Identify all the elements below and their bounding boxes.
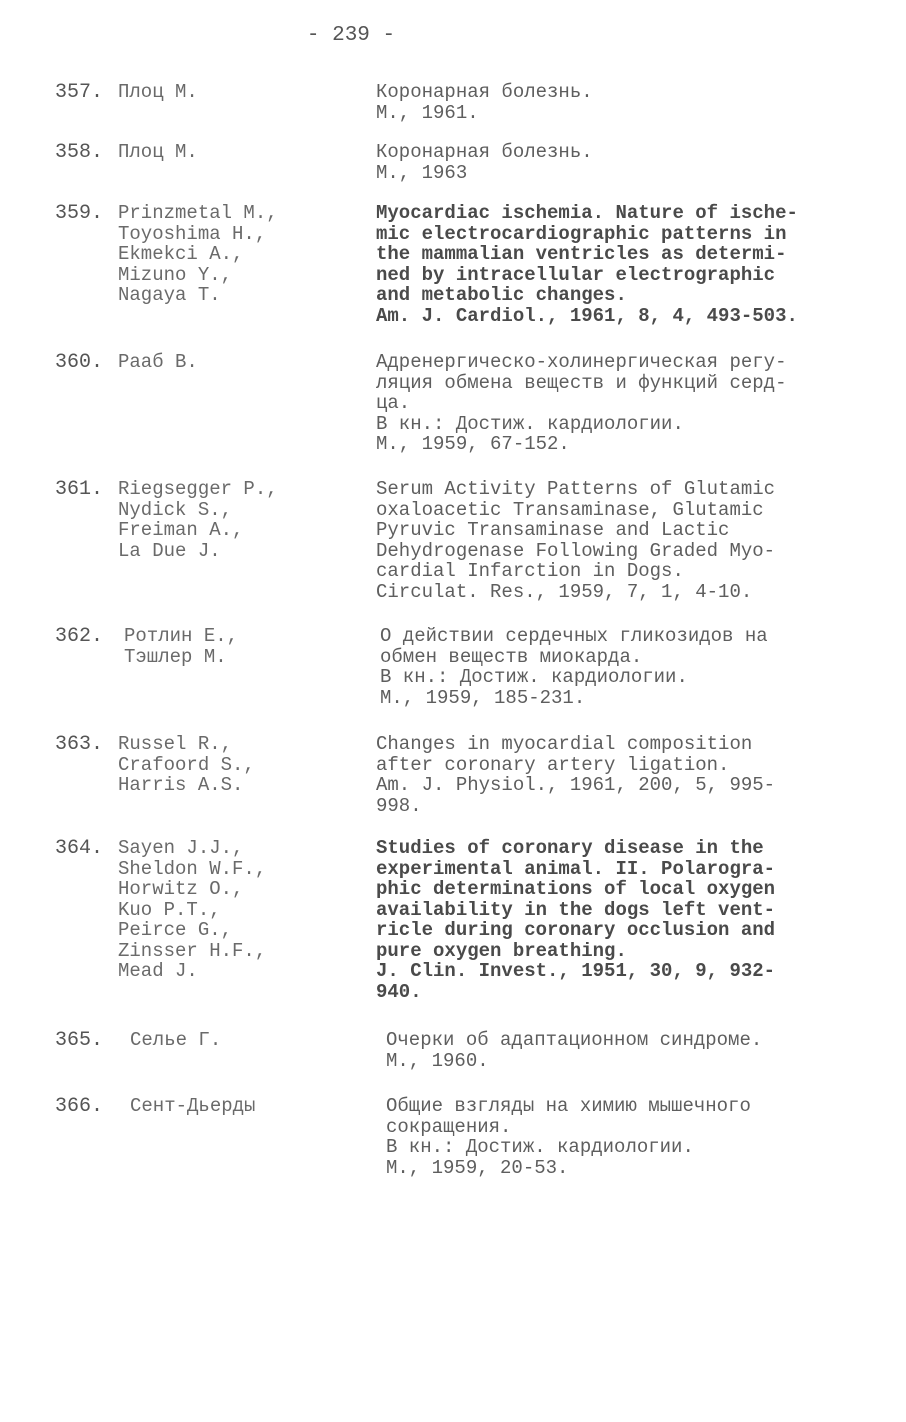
entry-number: 366. [55,1095,104,1118]
author: La Due J. [118,539,221,562]
entry-authors [118,142,358,163]
entry-number: 357. [55,81,104,104]
work-line: pure oxygen breathing. [376,939,627,962]
work-line: Pyruvic Transaminase and Lactic [376,519,730,541]
work-line: М., 1960. [386,1049,489,1072]
work-line: М., 1963 [376,161,468,184]
work-line: сокращения. [386,1115,512,1138]
entry-work [376,82,856,123]
author: Crafoord S., [118,753,255,776]
entry-authors [118,734,358,796]
work-line: обмен веществ миокарда. [380,645,643,668]
work-line: J. Clin. Invest., 1951, 30, 9, 932- [376,960,776,982]
entry-work [376,142,856,183]
work-line: В кн.: Достиж. кардиологии. [376,412,684,435]
entry-authors [118,203,358,306]
entry-work [380,626,860,708]
entry-work [376,734,856,816]
work-line: М., 1959, 67-152. [376,433,570,455]
author: Russel R., [118,733,233,755]
author: Horwitz O., [118,878,244,900]
page-number: - 239 - [306,24,396,47]
entry-authors [118,479,358,561]
work-line: В кн.: Достиж. кардиологии. [380,666,688,688]
entry-authors [130,1096,370,1117]
work-line: Myocardiac ischemia. Nature of ische- [376,202,798,224]
work-line: Studies of coronary disease in the [376,837,764,859]
entry-number: 365. [55,1029,104,1052]
entry-work [376,838,856,1002]
work-line: and metabolic changes. [376,284,627,306]
entry-authors [130,1030,370,1051]
author: Nagaya T. [118,284,221,306]
author: Рааб В. [118,351,198,373]
work-line: О действии сердечных гликозидов на [380,625,768,647]
entry-number: 360. [55,351,104,374]
author: Селье Г. [130,1029,222,1051]
entry-work [376,479,856,602]
entry-number: 358. [55,141,104,164]
entry-authors [118,838,358,982]
work-line: mic electrocardiographic patterns in [376,222,787,245]
entry-authors [118,352,358,373]
entry-number: 361. [55,478,104,501]
author: Тэшлер М. [124,645,227,668]
work-line: ned by intracellular electrographic [376,263,776,286]
work-line: Dehydrogenase Following Graded Myo- [376,539,776,562]
author: Mead J. [118,960,198,982]
work-line: experimental animal. II. Polarogra- [376,857,776,880]
work-line: ricle during coronary occlusion and [376,919,776,941]
author: Sheldon W.F., [118,857,267,880]
entry-number: 364. [55,837,104,860]
work-line: М., 1959, 185-231. [380,686,586,709]
work-line: ца. [376,392,411,414]
author: Prinzmetal M., [118,202,278,224]
work-line: В кн.: Достиж. кардиологии. [386,1136,694,1158]
author: Toyoshima H., [118,222,267,245]
entry-work [376,352,856,455]
entry-number: 362. [55,625,104,648]
author: Плоц М. [118,141,198,163]
work-line: availability in the dogs left vent- [376,898,776,921]
author: Ekmekci A., [118,243,244,265]
work-line: ляция обмена веществ и функций серд- [376,371,787,394]
author: Riegsegger P., [118,478,278,500]
author: Mizuno Y., [118,263,233,286]
author: Zinsser H.F., [118,939,267,962]
work-line: 940. [376,980,422,1003]
work-line: phic determinations of local oxygen [376,878,776,900]
work-line: Changes in myocardial composition [376,733,753,755]
work-line: М., 1961. [376,101,479,124]
work-line: Serum Activity Patterns of Glutamic [376,478,776,500]
work-line: М., 1959, 20-53. [386,1156,569,1179]
author: Peirce G., [118,919,233,941]
work-line: cardial Infarction in Dogs. [376,560,684,582]
work-line: Am. J. Physiol., 1961, 200, 5, 995- [376,774,776,796]
author: Сент-Дьерды [130,1095,256,1117]
work-line: Коронарная болезнь. [376,141,593,163]
entry-work [386,1030,866,1071]
entry-work [376,203,856,326]
author: Ротлин Е., [124,625,239,647]
work-line: after coronary artery ligation. [376,753,730,776]
work-line: 998. [376,794,422,817]
entry-authors [124,626,364,667]
entry-work [386,1096,866,1178]
author: Freiman A., [118,519,244,541]
work-line: Адренергическо-холинергическая регу- [376,351,787,373]
entry-authors [118,82,358,103]
author: Sayen J.J., [118,837,244,859]
work-line: Am. J. Cardiol., 1961, 8, 4, 493-503. [376,304,798,327]
entry-number: 359. [55,202,104,225]
work-line: the mammalian ventricles as determi- [376,243,787,265]
author: Harris A.S. [118,774,244,796]
author: Nydick S., [118,498,233,521]
work-line: Коронарная болезнь. [376,81,593,103]
work-line: Circulat. Res., 1959, 7, 1, 4-10. [376,580,753,603]
work-line: Общие взгляды на химию мышечного [386,1095,751,1117]
work-line: oxaloacetic Transaminase, Glutamic [376,498,764,521]
work-line: Очерки об адаптационном синдроме. [386,1029,763,1051]
entry-number: 363. [55,733,104,756]
author: Плоц М. [118,81,198,103]
author: Kuo P.T., [118,898,221,921]
